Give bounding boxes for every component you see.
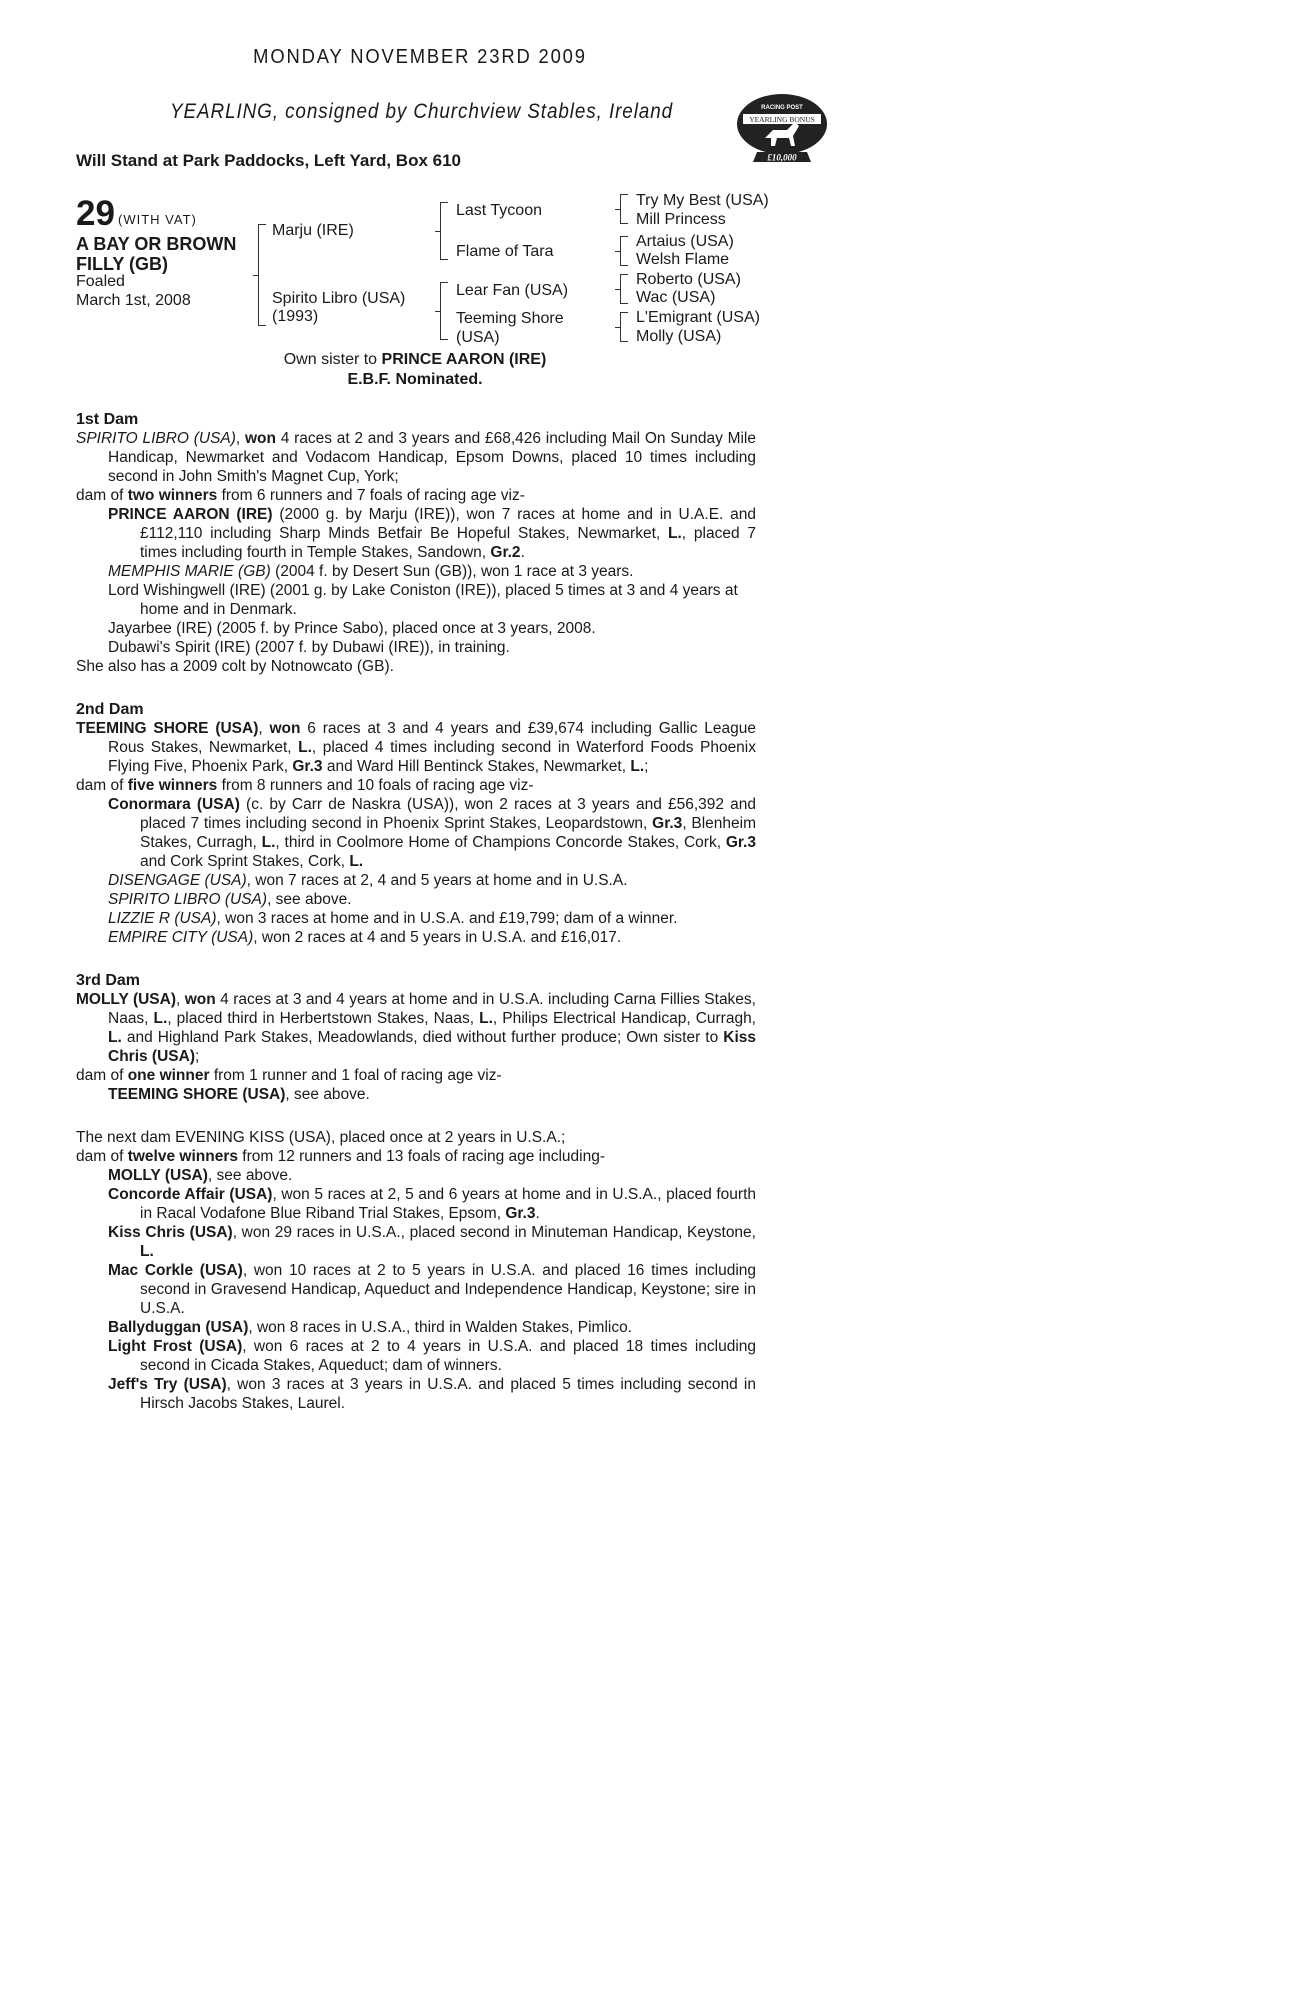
pedigree-sire: Marju (IRE) [272, 222, 354, 239]
first-dam-offspring-3: Lord Wishingwell (IRE) (2001 g. by Lake Coniston (IRE)), placed 5 times at 3 and 4 years at home and in Denmark. [108, 582, 738, 618]
foaled-info [76, 272, 246, 310]
badge-amount-text: £10,000 [767, 152, 797, 163]
pedigree-g2: Mill Princess [636, 211, 726, 228]
first-dam-offspring-5: Dubawi's Spirit (IRE) (2007 f. by Dubawi (IRE)), in training. [108, 639, 510, 656]
next-dam-produce-summary: dam of twelve winners from 12 runners and 13 foals of racing age including- [76, 1148, 606, 1165]
pedigree-brace-g3 [620, 274, 628, 304]
catalogue-body [76, 410, 756, 1413]
next-dam-offspring-2: Concorde Affair (USA), won 5 races at 2, 5 and 6 years at home and in U.S.A., placed fourth in Racal Vodafone Blue Riband Trial Stakes, Epsom, Gr.3. [108, 1186, 756, 1222]
second-dam-offspring-2: DISENGAGE (USA), won 7 races at 2, 4 and 5 years at home and in U.S.A. [108, 872, 628, 889]
pedigree-g5: Roberto (USA) [636, 271, 741, 288]
pedigree-brace-sire [440, 202, 448, 260]
own-sister-note: Own sister to PRINCE AARON (IRE) [283, 351, 547, 368]
pedigree-dam-year: (1993) [272, 308, 319, 325]
second-dam-offspring-3: SPIRITO LIBRO (USA), see above. [108, 891, 352, 908]
next-dam-offspring-7: Jeff's Try (USA), won 3 races at 3 years in U.S.A. and placed 5 times including second in Hirsch Jacobs Stakes, Laurel. [108, 1376, 756, 1412]
pedigree-g1: Try My Best (USA) [636, 192, 769, 209]
second-dam-record: TEEMING SHORE (USA), won 6 races at 3 and 4 years and £39,674 including Gallic League Rous Stakes, Newmarket, L., placed 4 times including second in Waterford Foods Phoenix Flying Five, Phoenix Park, Gr.3 and Ward Hill Bentinck Stakes, Newmarket, L.; [76, 720, 757, 775]
second-dam-offspring-4: LIZZIE R (USA), won 3 races at home and in U.S.A. and £19,799; dam of a winner. [108, 910, 678, 927]
second-dam-produce-summary: dam of five winners from 8 runners and 10 foals of racing age viz- [76, 777, 534, 794]
first-dam-offspring-1: PRINCE AARON (IRE) (2000 g. by Marju (IRE)), won 7 races at home and in U.A.E. and £112,110 including Sharp Minds Betfair Be Hopeful Stakes, Newmarket, L., placed 7 times including fourth in Temple Stakes, Sandown, Gr.2. [108, 506, 757, 561]
third-dam-offspring-1: TEEMING SHORE (USA), see above. [108, 1086, 370, 1103]
pedigree-dam-sire: Lear Fan (USA) [456, 282, 569, 299]
first-dam-offspring-4: Jayarbee (IRE) (2005 f. by Prince Sabo), placed once at 3 years, 2008. [108, 620, 596, 637]
third-dam-heading: 3rd Dam [76, 972, 141, 989]
pedigree-brace-g2 [620, 236, 628, 266]
badge-top-text: RACING POST [761, 105, 803, 111]
next-dam-offspring-5: Ballyduggan (USA), won 8 races in U.S.A., third in Walden Stakes, Pimlico. [108, 1319, 633, 1336]
location-line: Will Stand at Park Paddocks, Left Yard, Box 610 [76, 151, 461, 170]
pedigree-sire-sire: Last Tycoon [456, 202, 542, 219]
vat-label: (WITH VAT) [118, 212, 197, 227]
first-dam-heading: 1st Dam [76, 411, 139, 428]
pedigree-g4: Welsh Flame [636, 251, 730, 268]
consignment-line: YEARLING, consigned by Churchview Stables, Ireland [170, 100, 674, 123]
sale-date: MONDAY NOVEMBER 23RD 2009 [253, 46, 587, 68]
first-dam-also: She also has a 2009 colt by Notnowcato (GB). [76, 658, 394, 675]
first-dam-offspring-2: MEMPHIS MARIE (GB) (2004 f. by Desert Sun (GB)), won 1 race at 3 years. [108, 563, 634, 580]
next-dam-offspring-4: Mac Corkle (USA), won 10 races at 2 to 5 years in U.S.A. and placed 16 times including second in Gravesend Handicap, Aqueduct and Independence Handicap, Keystone; sire in U.S.A. [108, 1262, 756, 1317]
next-dam-offspring-6: Light Frost (USA), won 6 races at 2 to 4 years in U.S.A. and placed 18 times including second in Cicada Stakes, Aqueduct; dam of winners. [108, 1338, 756, 1374]
yearling-bonus-badge [735, 92, 830, 168]
pedigree-brace-main [258, 224, 266, 326]
pedigree-brace-g4 [620, 312, 628, 342]
first-dam-produce-summary: dam of two winners from 6 runners and 7 foals of racing age viz- [76, 487, 525, 504]
first-dam-record: SPIRITO LIBRO (USA), won 4 races at 2 and 3 years and £68,426 including Mail On Sunday Mile Handicap, Newmarket and Vodacom Handicap, Epsom Downs, placed 10 times including second in John Smith's Magnet Cup, York; [76, 430, 756, 485]
second-dam-offspring-1: Conormara (USA) (c. by Carr de Naskra (USA)), won 2 races at 3 years and £56,392 and placed 7 times including second in Phoenix Sprint Stakes, Leopardstown, Gr.3, Blenheim Stakes, Curragh, L., third in Coolmore Home of Champions Concorde Stakes, Cork, Gr.3 and Cork Sprint Stakes, Cork, L. [108, 796, 757, 870]
foaled-date: March 1st, 2008 [76, 292, 191, 309]
pedigree-g7: L'Emigrant (USA) [636, 309, 760, 326]
next-dam-offspring-3: Kiss Chris (USA), won 29 races in U.S.A., placed second in Minuteman Handicap, Keystone, L. [108, 1224, 756, 1260]
pedigree-dam: Spirito Libro (USA) [272, 290, 406, 307]
pedigree-sire-dam: Flame of Tara [456, 243, 554, 260]
next-dam-line: The next dam EVENING KISS (USA), placed once at 2 years in U.S.A.; [76, 1129, 566, 1146]
third-dam-produce-summary: dam of one winner from 1 runner and 1 foal of racing age viz- [76, 1067, 502, 1084]
pedigree-g6: Wac (USA) [636, 289, 716, 306]
next-dam-offspring-1: MOLLY (USA), see above. [108, 1167, 293, 1184]
third-dam-record: MOLLY (USA), won 4 races at 3 and 4 years at home and in U.S.A. including Carna Fillies Stakes, Naas, L., placed third in Herbertstown Stakes, Naas, L., Philips Electrical Handicap, Curragh, L. and Highland Park Stakes, Meadowlands, died without further produce; Own sister to Kiss Chris (USA); [76, 991, 756, 1065]
pedigree-g3: Artaius (USA) [636, 233, 734, 250]
pedigree-brace-dam [440, 282, 448, 340]
pedigree-g8: Molly (USA) [636, 328, 722, 345]
pedigree-dam-dam-2: (USA) [456, 329, 500, 346]
badge-middle-text: YEARLING BONUS [749, 115, 815, 124]
second-dam-heading: 2nd Dam [76, 701, 144, 718]
pedigree-brace-g1 [620, 194, 628, 224]
lot-number: 29 [76, 194, 115, 233]
second-dam-offspring-5: EMPIRE CITY (USA), won 2 races at 4 and 5 years in U.S.A. and £16,017. [108, 929, 622, 946]
horse-description: A BAY OR BROWN FILLY (GB) [76, 234, 237, 274]
foaled-label: Foaled [76, 273, 125, 290]
pedigree-dam-dam-1: Teeming Shore [456, 310, 564, 327]
ebf-note: E.B.F. Nominated. [347, 371, 483, 388]
